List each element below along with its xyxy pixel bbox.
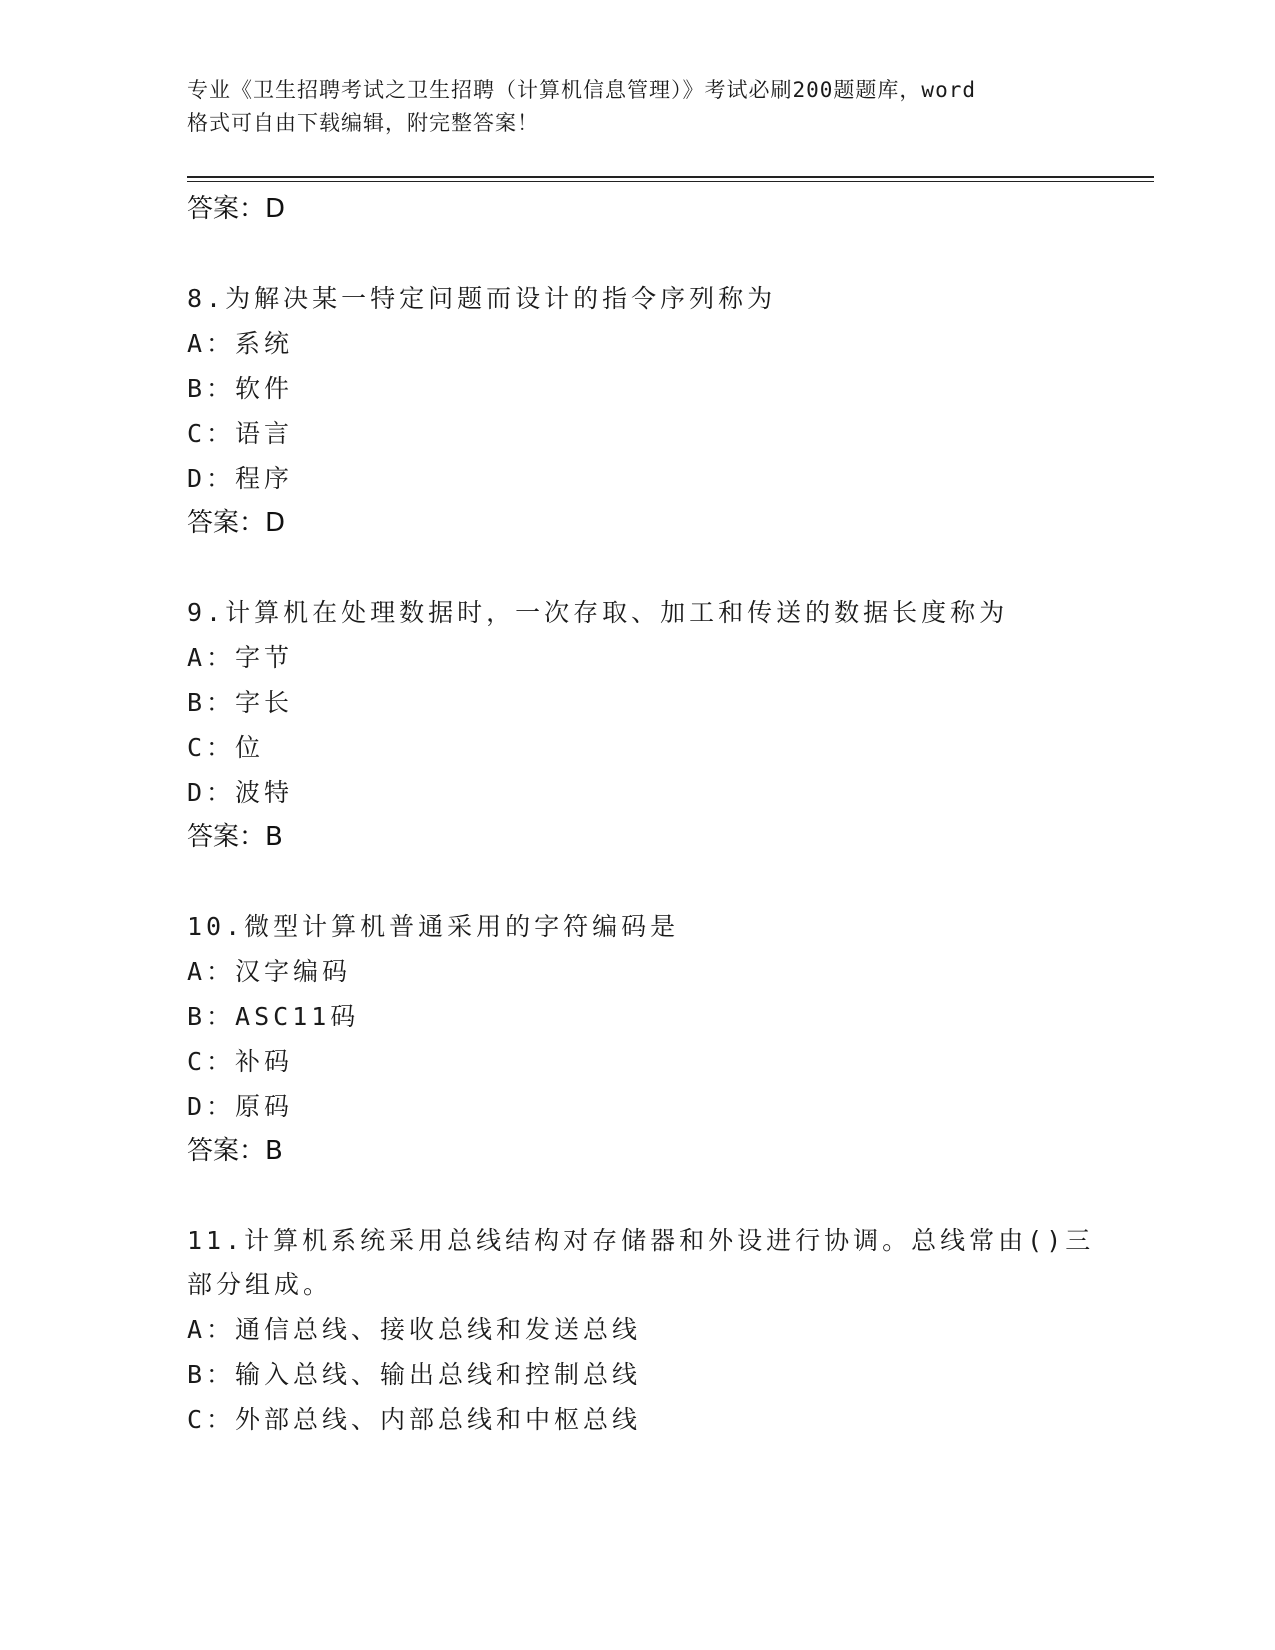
question-stem [187, 1219, 1095, 1307]
option-b: B：ASC11码 [187, 1002, 360, 1031]
spacer [187, 231, 1087, 277]
header-title-line-2: 格式可自由下载编辑，附完整答案！ [187, 111, 539, 135]
spacer [187, 545, 1087, 591]
question-9 [187, 591, 1087, 859]
option-b: B：字长 [187, 688, 294, 717]
option-a: A：系统 [187, 329, 294, 358]
answer: 答案：B [187, 822, 283, 852]
option-c: C：外部总线、内部总线和中枢总线 [187, 1405, 642, 1434]
previous-answer: 答案：D [187, 194, 286, 224]
option-c: C：语言 [187, 419, 294, 448]
question-stem [187, 277, 1087, 321]
option-d: D：波特 [187, 778, 294, 807]
option-b: B：输入总线、输出总线和控制总线 [187, 1360, 642, 1389]
question-stem-line: 10.微型计算机普通采用的字符编码是 [187, 912, 680, 941]
spacer [187, 1173, 1087, 1219]
answer: 答案：D [187, 508, 286, 538]
option-c: C：位 [187, 733, 265, 762]
question-stem-line: 9.计算机在处理数据时，一次存取、加工和传送的数据长度称为 [187, 598, 1009, 627]
question-stem-line: 8.为解决某一特定问题而设计的指令序列称为 [187, 284, 777, 313]
option-a: A：通信总线、接收总线和发送总线 [187, 1315, 642, 1344]
header-title-line-1: 专业《卫生招聘考试之卫生招聘（计算机信息管理）》考试必刷200题题库，word [187, 78, 976, 102]
option-d: D：原码 [187, 1092, 294, 1121]
question-11 [187, 1219, 1095, 1442]
question-stem [187, 591, 1087, 635]
question-10 [187, 905, 1087, 1173]
option-a: A：汉字编码 [187, 957, 352, 986]
option-b: B：软件 [187, 374, 294, 403]
document-header [187, 74, 1087, 140]
header-divider-thin [187, 181, 1154, 182]
question-stem-line: 部分组成。 [187, 1270, 333, 1299]
option-c: C：补码 [187, 1047, 294, 1076]
question-list [187, 187, 1095, 1442]
question-stem-line: 11.计算机系统采用总线结构对存储器和外设进行协调。总线常由()三 [187, 1226, 1095, 1255]
question-8 [187, 277, 1087, 545]
spacer [187, 859, 1087, 905]
option-d: D：程序 [187, 464, 294, 493]
header-divider-thick [187, 176, 1154, 178]
option-a: A：字节 [187, 643, 294, 672]
answer: 答案：B [187, 1136, 283, 1166]
question-stem [187, 905, 1087, 949]
